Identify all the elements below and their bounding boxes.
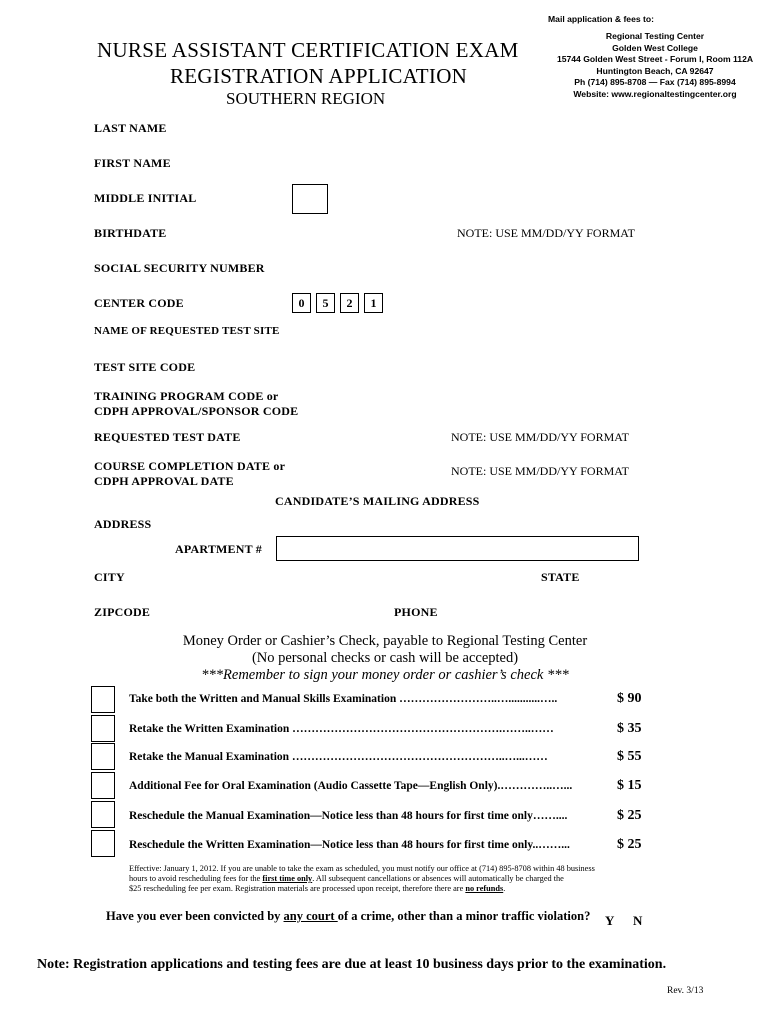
fee-option-checkbox[interactable] (91, 715, 115, 742)
center-code-digit: 0 (292, 293, 311, 313)
form-title-region: SOUTHERN REGION (226, 89, 386, 108)
fee-option-checkbox[interactable] (91, 743, 115, 770)
completion-date-label: COURSE COMPLETION DATE or CDPH APPROVAL DATE (94, 459, 286, 488)
requested-date-label: REQUESTED TEST DATE (94, 430, 241, 444)
fee-option-checkbox[interactable] (91, 830, 115, 857)
fee-option-price: $ 25 (617, 837, 642, 852)
revision-label: Rev. 3/13 (667, 986, 704, 996)
mailing-address-heading: CANDIDATE’S MAILING ADDRESS (275, 494, 480, 508)
fee-option-label: Retake the Written Examination ……………………………………………….……..…… (129, 723, 554, 735)
middle-initial-label: MIDDLE INITIAL (94, 191, 197, 205)
state-label: STATE (541, 570, 580, 584)
mail-street: 15744 Golden West Street - Forum I, Room 112A (556, 54, 754, 64)
zipcode-label: ZIPCODE (94, 605, 151, 619)
fee-option-label: Take both the Written and Manual Skills Examination ……………………..…...........….. (129, 693, 558, 705)
last-name-label: LAST NAME (94, 121, 167, 135)
apartment-field[interactable] (276, 536, 639, 561)
fee-option-price: $ 25 (617, 808, 642, 823)
payment-restriction: (No personal checks or cash will be accepted) (251, 650, 519, 666)
city-label: CITY (94, 570, 125, 584)
conviction-question: Have you ever been convicted by any court of a crime, other than a minor traffic violation? (106, 909, 591, 923)
completion-date-format-note: NOTE: USE MM/DD/YY FORMAT (451, 464, 629, 478)
mail-to-heading: Mail application & fees to: (548, 14, 655, 24)
phone-label: PHONE (394, 605, 438, 619)
center-code-digit: 2 (340, 293, 359, 313)
mail-org: Regional Testing Center (605, 31, 705, 41)
ssn-label: SOCIAL SECURITY NUMBER (94, 261, 265, 275)
conviction-yes-option[interactable]: Y (605, 913, 615, 928)
mail-college: Golden West College (612, 42, 698, 53)
deadline-note: Note: Registration applications and testing fees are due at least 10 business days prior to the examination. (37, 957, 667, 972)
mail-phone: Ph (714) 895-8708 — Fax (714) 895-8994 (574, 77, 736, 87)
center-code-digit: 1 (364, 293, 383, 313)
fee-option-price: $ 35 (617, 721, 642, 736)
fee-option-price: $ 15 (617, 778, 642, 793)
conviction-no-option[interactable]: N (633, 913, 643, 928)
address-label: ADDRESS (94, 517, 152, 531)
middle-initial-field[interactable] (292, 184, 328, 214)
form-title-line2: REGISTRATION APPLICATION (170, 64, 468, 88)
fee-option-price: $ 90 (617, 691, 642, 706)
first-name-label: FIRST NAME (94, 156, 171, 170)
center-code-digit: 5 (316, 293, 335, 313)
reschedule-policy: Effective: January 1, 2012. If you are unable to take the exam as scheduled, you must notify our office at (714) 895-8708 within 48 business hours to avoid rescheduling fees for the first time only. All subsequent cancellations or absences will automatically be charged the $25 rescheduling fee per exam. Registration materials are processed upon receipt, therefore there are no refunds. (129, 864, 595, 893)
fee-option-checkbox[interactable] (91, 772, 115, 799)
fee-option-label: Reschedule the Written Examination—Notice less than 48 hours for first time only..……... (129, 839, 570, 851)
requested-date-format-note: NOTE: USE MM/DD/YY FORMAT (451, 430, 629, 444)
payment-reminder: ***Remember to sign your money order or cashier’s check *** (201, 667, 569, 683)
form-title-line1: NURSE ASSISTANT CERTIFICATION EXAM (97, 38, 519, 62)
apartment-label: APARTMENT # (175, 542, 263, 556)
birthdate-label: BIRTHDATE (94, 226, 167, 240)
mail-address-block (548, 31, 762, 100)
fee-option-label: Reschedule the Manual Examination—Notice less than 48 hours for first time only…….... (129, 810, 568, 822)
fee-option-checkbox[interactable] (91, 686, 115, 713)
training-code-label: TRAINING PROGRAM CODE or CDPH APPROVAL/SPONSOR CODE (94, 389, 299, 418)
birthdate-format-note: NOTE: USE MM/DD/YY FORMAT (457, 226, 635, 240)
mail-website: Website: www.regionaltestingcenter.org (573, 88, 737, 99)
test-site-code-label: TEST SITE CODE (94, 360, 196, 374)
fee-option-label: Retake the Manual Examination ………………………………………………..…...…… (129, 751, 548, 763)
fee-option-price: $ 55 (617, 749, 642, 764)
center-code-label: CENTER CODE (94, 296, 184, 310)
fee-option-label: Additional Fee for Oral Examination (Audio Cassette Tape—English Only).…………..…... (129, 780, 573, 792)
mail-city: Huntington Beach, CA 92647 (596, 65, 714, 76)
payment-instruction: Money Order or Cashier’s Check, payable to Regional Testing Center (182, 633, 588, 649)
fee-option-checkbox[interactable] (91, 801, 115, 828)
test-site-name-label: NAME OF REQUESTED TEST SITE (94, 325, 280, 337)
